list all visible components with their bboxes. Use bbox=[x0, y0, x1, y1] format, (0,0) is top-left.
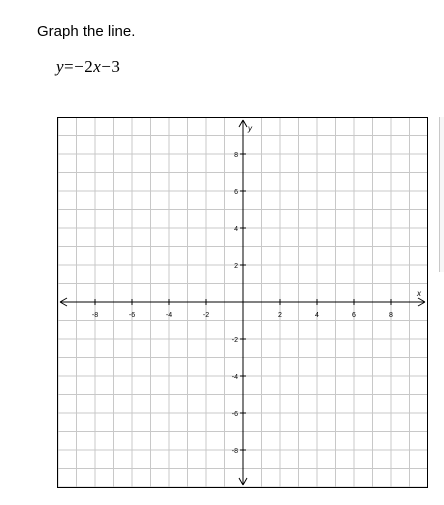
axes bbox=[60, 120, 425, 485]
x-tick-label: -4 bbox=[165, 312, 173, 319]
equation-equals: = bbox=[64, 57, 75, 76]
x-tick-label: -2 bbox=[202, 312, 210, 319]
x-tick-label: 4 bbox=[315, 312, 319, 319]
x-tick-label: 8 bbox=[389, 312, 393, 319]
y-axis-label: y bbox=[248, 124, 252, 133]
y-tick-label: -2 bbox=[231, 337, 238, 344]
x-tick-label: 2 bbox=[278, 312, 282, 319]
y-tick-label: 2 bbox=[234, 263, 238, 270]
y-tick-label: -4 bbox=[231, 374, 238, 381]
y-tick-label: 8 bbox=[234, 152, 238, 159]
graph-area[interactable] bbox=[57, 117, 428, 488]
y-tick-label: 4 bbox=[234, 226, 238, 233]
x-tick-label: 6 bbox=[352, 312, 356, 319]
equation-constant: −3 bbox=[101, 57, 121, 76]
x-tick-label: -6 bbox=[128, 312, 136, 319]
x-tick-label: -8 bbox=[91, 312, 99, 319]
y-tick-label: 6 bbox=[234, 189, 238, 196]
side-panel-edge bbox=[439, 117, 444, 272]
equation-coefficient: −2 bbox=[74, 57, 94, 76]
equation-lhs: y bbox=[56, 57, 65, 76]
y-tick-label: -6 bbox=[231, 411, 238, 418]
coordinate-plane[interactable] bbox=[58, 118, 427, 487]
y-tick-label: -8 bbox=[231, 448, 238, 455]
instruction-text: Graph the line. bbox=[37, 23, 136, 40]
equation-x: x bbox=[93, 57, 102, 76]
x-axis-label: x bbox=[417, 289, 421, 298]
equation bbox=[56, 57, 120, 77]
